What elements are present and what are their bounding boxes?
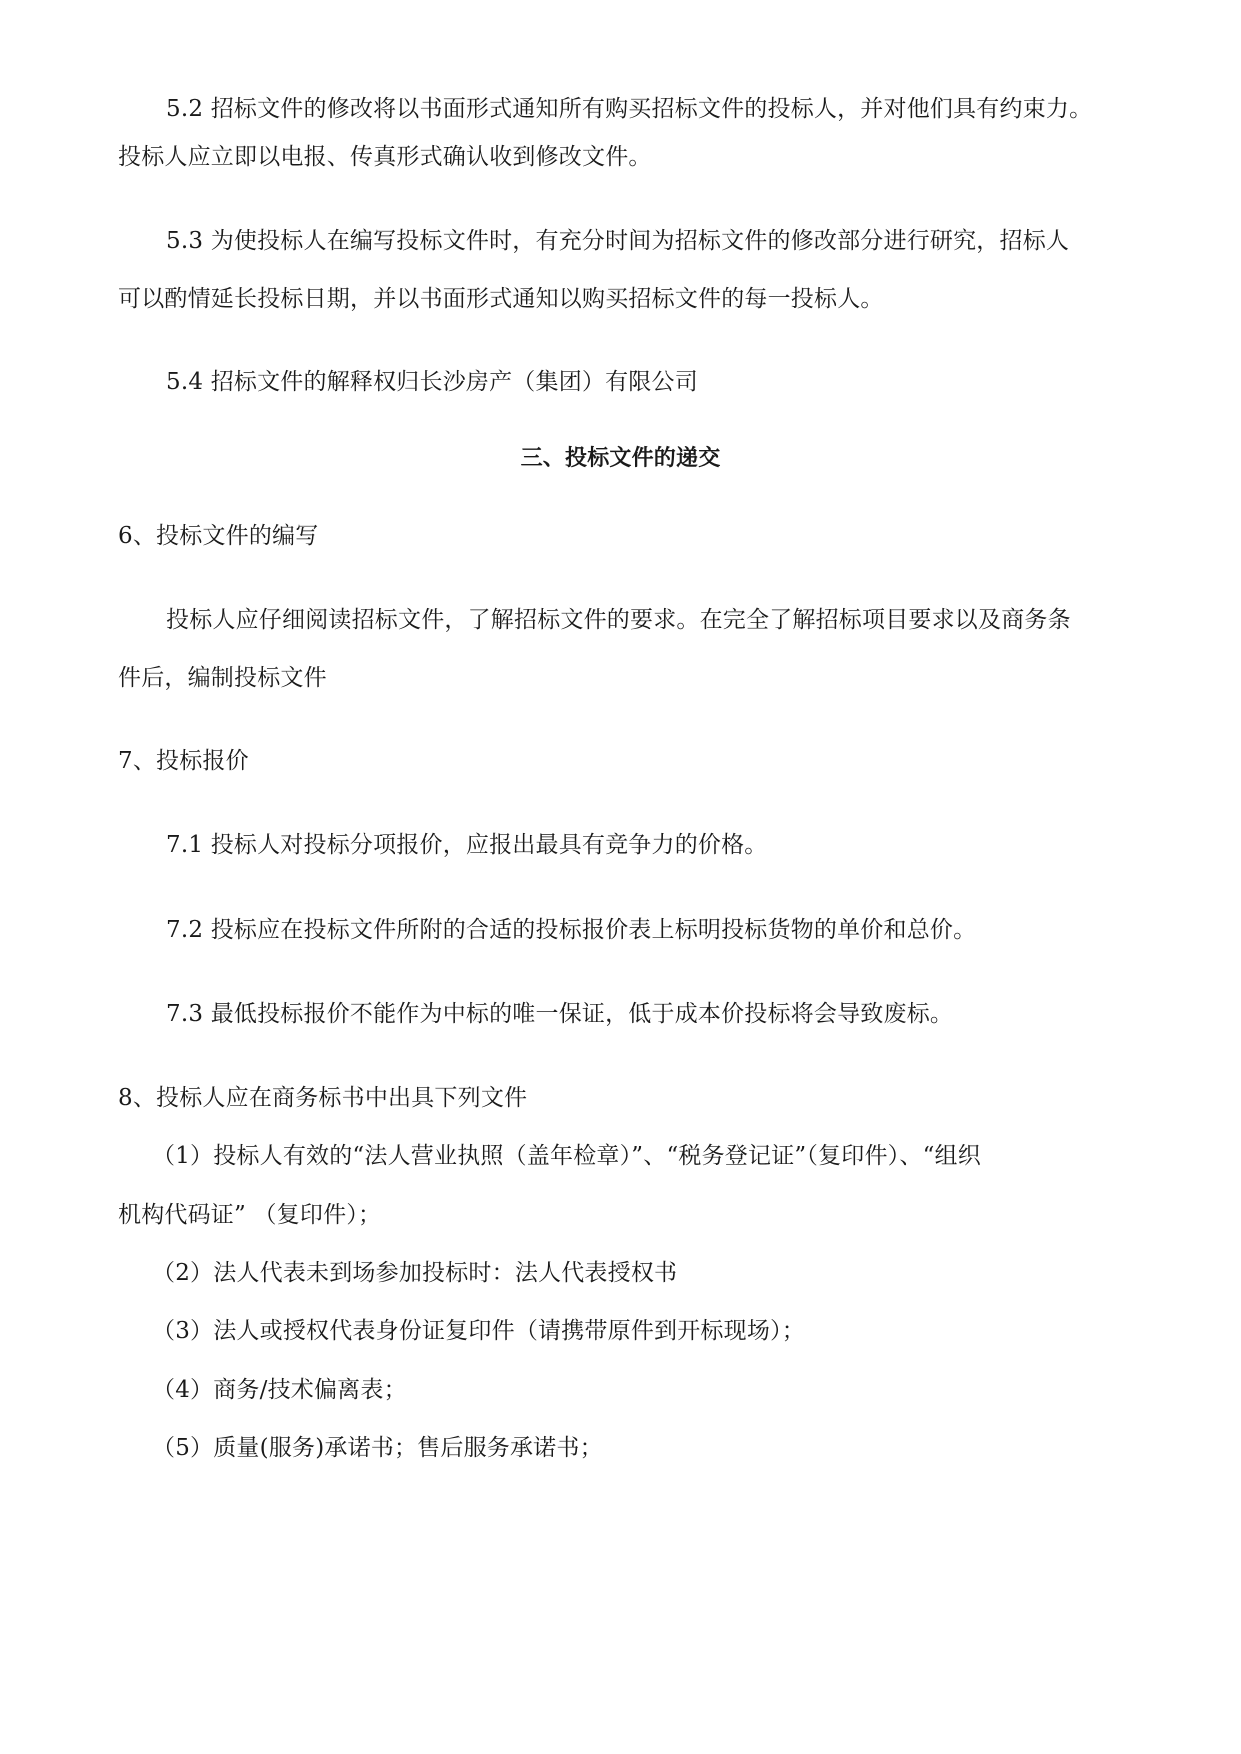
paragraph-5-3-line-1: 5.3 为使投标人在编写投标文件时，有充分时间为招标文件的修改部分进行研究，招标人	[166, 228, 1070, 254]
list-item-1-line-1: （1）投标人有效的“法人营业执照（盖年检章）”、“税务登记证”（复印件）、“组织	[152, 1143, 981, 1169]
section-8-title: 8、投标人应在商务标书中出具下列文件	[118, 1085, 528, 1111]
paragraph-5-4: 5.4 招标文件的解释权归长沙房产（集团）有限公司	[166, 369, 698, 395]
paragraph-7-2: 7.2 投标应在投标文件所附的合适的投标报价表上标明投标货物的单价和总价。	[166, 917, 977, 943]
paragraph-7-1: 7.1 投标人对投标分项报价，应报出最具有竞争力的价格。	[166, 832, 768, 858]
paragraph-5-2-line-2: 投标人应立即以电报、传真形式确认收到修改文件。	[118, 144, 652, 170]
section-heading: 三、投标文件的递交	[520, 445, 721, 471]
list-item-2: （2）法人代表未到场参加投标时：法人代表授权书	[152, 1260, 678, 1286]
list-item-5: （5）质量(服务)承诺书；售后服务承诺书；	[152, 1435, 603, 1461]
list-item-4: （4）商务/技术偏离表；	[152, 1377, 407, 1403]
list-item-1-line-2: 机构代码证” （复印件）；	[118, 1202, 382, 1228]
list-item-3: （3）法人或授权代表身份证复印件（请携带原件到开标现场）；	[152, 1318, 805, 1344]
section-6-body-line-1: 投标人应仔细阅读招标文件，了解招标文件的要求。在完全了解招标项目要求以及商务条	[166, 607, 1071, 633]
paragraph-5-2-line-1: 5.2 招标文件的修改将以书面形式通知所有购买招标文件的投标人，并对他们具有约束力。	[166, 96, 1093, 122]
section-6-body-line-2: 件后，编制投标文件	[118, 665, 327, 691]
paragraph-5-3-line-2: 可以酌情延长投标日期，并以书面形式通知以购买招标文件的每一投标人。	[118, 286, 884, 312]
section-7-title: 7、投标报价	[118, 748, 249, 774]
paragraph-7-3: 7.3 最低投标报价不能作为中标的唯一保证，低于成本价投标将会导致废标。	[166, 1001, 954, 1027]
section-6-title: 6、投标文件的编写	[118, 523, 319, 549]
